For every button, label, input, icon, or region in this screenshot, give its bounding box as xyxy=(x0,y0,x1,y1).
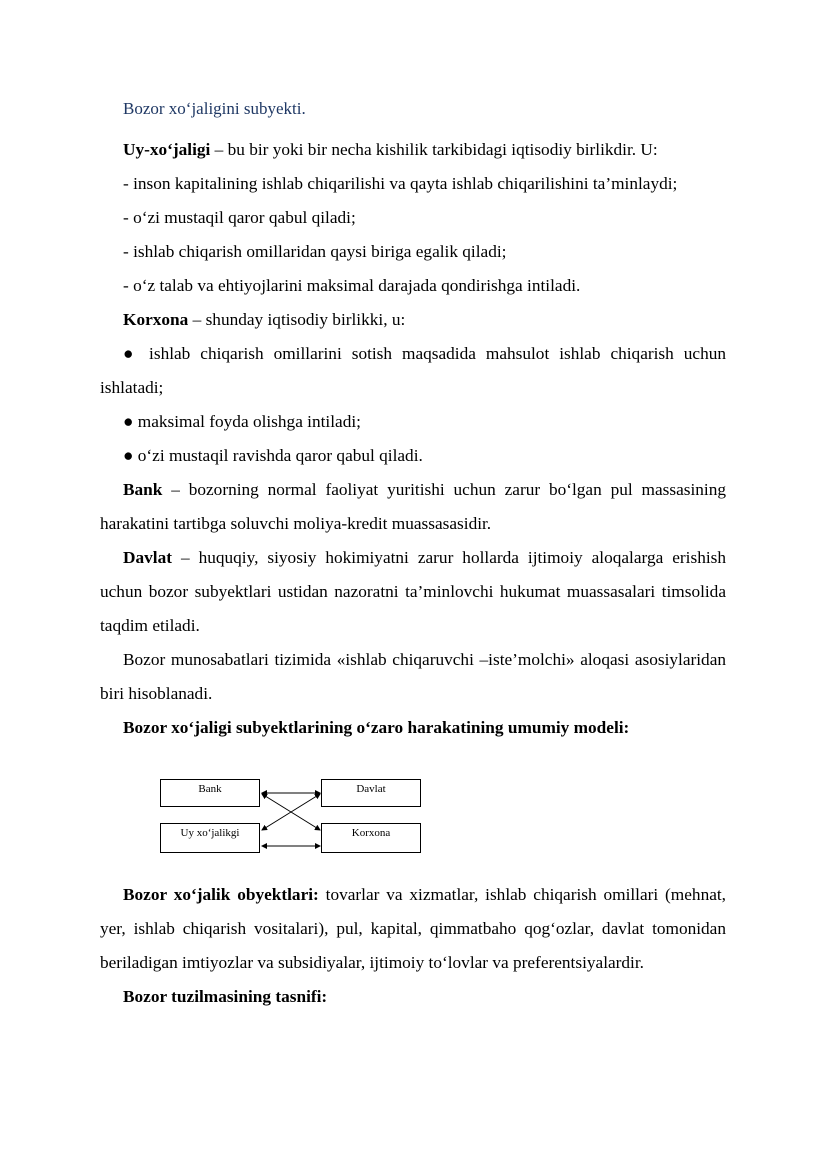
bank-term: Bank xyxy=(123,480,163,499)
household-item-3: - ishlab chiqarish omillaridan qaysi biriga egalik qiladi; xyxy=(123,242,507,261)
household-paragraph xyxy=(100,133,726,167)
enterprise-item-3: ● o‘zi mustaqil ravishda qaror qabul qiladi. xyxy=(123,446,423,465)
state-paragraph xyxy=(100,541,726,643)
box-bank: Bank xyxy=(160,779,260,807)
bank-paragraph xyxy=(100,473,726,541)
household-item-4: - o‘z talab va ehtiyojlarini maksimal darajada qondirishga intiladi. xyxy=(123,276,581,295)
household-block xyxy=(100,133,726,745)
enterprise-term: Korxona xyxy=(123,310,189,329)
household-def: – bu bir yoki bir necha kishilik tarkibidagi iqtisodiy birlikdir. U: xyxy=(210,140,658,159)
household-item-2: - o‘zi mustaqil qaror qabul qiladi; xyxy=(123,208,356,227)
structure-title: Bozor tuzilmasining tasnifi: xyxy=(123,987,328,1006)
household-item-1: - inson kapitalining ishlab chiqarilishi va qayta ishlab chiqarilishini ta’minlaydi; xyxy=(123,174,678,193)
enterprise-item-2: ● maksimal foyda olishga intiladi; xyxy=(123,412,361,431)
objects-paragraph xyxy=(100,878,726,980)
section-title: Bozor xo‘jaligini subyekti. xyxy=(123,99,306,118)
objects-term: Bozor xo‘jalik obyektlari: xyxy=(123,885,319,904)
objects-def: tovarlar va xizmatlar, ishlab chiqarish omillari (mehnat, yer, ishlab chiqarish vositalari), pul, kapital, qimmatbaho qog‘ozlar, davlat tomonidan beriladigan imtiyozlar va subsidiyalar, ijtimoiy to‘lovlar va preferentsiyalardir. xyxy=(100,885,726,972)
enterprise-def: – shunday iqtisodiy birlikki, u: xyxy=(188,310,406,329)
box-state: Davlat xyxy=(321,779,421,807)
state-def: – huquqiy, siyosiy hokimiyatni zarur hollarda ijtimoiy aloqalarga erishish uchun bozor subyektlari ustidan nazoratni ta’minlovchi hukumat muassasalari timsolida taqdim etiladi. xyxy=(100,548,726,635)
objects-block xyxy=(100,878,726,1014)
enterprise-paragraph xyxy=(100,303,726,337)
interaction-model-diagram xyxy=(160,778,423,854)
relations-paragraph: Bozor munosabatlari tizimida «ishlab chiqaruvchi –iste’molchi» aloqasi asosiylaridan biri hisoblanadi. xyxy=(100,650,726,703)
box-household: Uy xo‘jalikgi xyxy=(160,823,260,853)
state-term: Davlat xyxy=(123,548,172,567)
household-term: Uy-xo‘jaligi xyxy=(123,140,211,159)
model-title: Bozor xo‘jaligi subyektlarining o‘zaro harakatining umumiy modeli: xyxy=(123,718,630,737)
box-enterprise: Korxona xyxy=(321,823,421,853)
enterprise-item-1: ● ishlab chiqarish omillarini sotish maqsadida mahsulot ishlab chiqarish uchun ishlatadi; xyxy=(100,344,726,397)
bank-def: – bozorning normal faoliyat yuritishi uchun zarur bo‘lgan pul massasining harakatini tartibga soluvchi moliya-kredit muassasasidir. xyxy=(100,480,726,533)
